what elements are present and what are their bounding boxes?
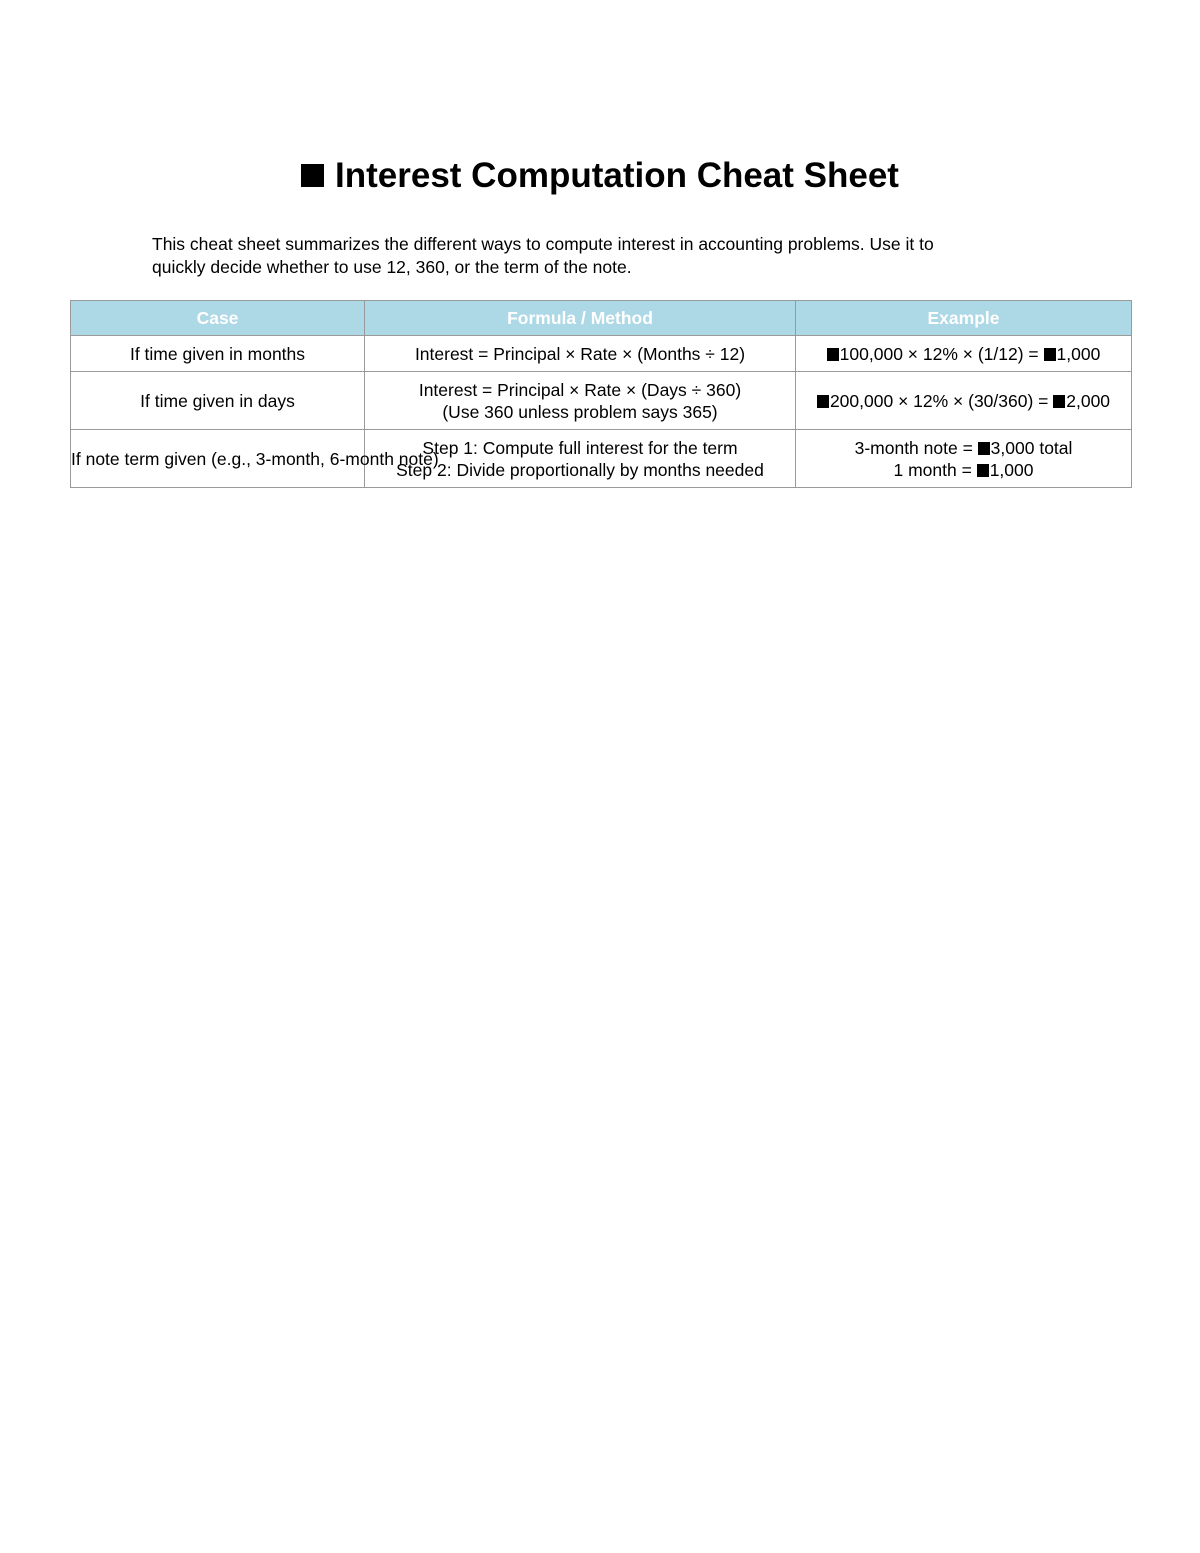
example-text: 100,000 × 12% × (1/12) = (839, 343, 1044, 364)
formula-cell (365, 372, 796, 430)
table-header-row (71, 301, 1132, 336)
example-text: 200,000 × 12% × (30/360) = (829, 390, 1054, 411)
example-cell (796, 430, 1132, 488)
case-text: If note term given (e.g., 3-month, 6-month note) (71, 448, 439, 469)
case-cell: If time given in days (71, 372, 365, 430)
table-row (71, 336, 1132, 372)
case-cell (71, 430, 439, 488)
formula-line: Interest = Principal × Rate × (Months ÷ 12) (414, 343, 746, 364)
example-line-1 (796, 437, 1131, 459)
example-result: 1,000 (989, 459, 1034, 480)
formula-step-1: Step 1: Compute full interest for the term (422, 437, 738, 458)
intro-line-2: quickly decide whether to use 12, 360, or the term of the note. (152, 257, 632, 277)
interest-table (70, 300, 1132, 488)
example-line-2 (796, 459, 1131, 481)
currency-square-icon (978, 442, 990, 455)
intro-paragraph (152, 233, 1052, 279)
example-result: 1,000 (1056, 343, 1101, 364)
currency-square-icon (1053, 395, 1065, 408)
header-formula: Formula / Method (365, 301, 796, 336)
page-title-text: Interest Computation Cheat Sheet (335, 156, 899, 195)
formula-step-2: Step 2: Divide proportionally by months needed (396, 459, 764, 480)
formula-cell (365, 336, 796, 372)
formula-note: (Use 360 unless problem says 365) (442, 401, 718, 422)
page-title (0, 154, 1200, 198)
table-row (71, 430, 1132, 488)
example-cell (796, 336, 1132, 372)
example-text: 1 month = (893, 459, 977, 480)
example-result: 2,000 (1066, 390, 1111, 411)
example-text: 3-month note = (854, 437, 978, 458)
example-result: 3,000 total (990, 437, 1073, 458)
example-cell (796, 372, 1132, 430)
currency-square-icon (827, 348, 839, 361)
currency-square-icon (977, 464, 989, 477)
case-cell: If time given in months (71, 336, 365, 372)
black-square-icon (301, 164, 324, 187)
table-row (71, 372, 1132, 430)
header-example: Example (796, 301, 1132, 336)
intro-line-1: This cheat sheet summarizes the different ways to compute interest in accounting problems. Use it to (152, 234, 934, 254)
header-case: Case (71, 301, 365, 336)
currency-square-icon (1044, 348, 1056, 361)
currency-square-icon (817, 395, 829, 408)
formula-line: Interest = Principal × Rate × (Days ÷ 360) (418, 379, 742, 400)
